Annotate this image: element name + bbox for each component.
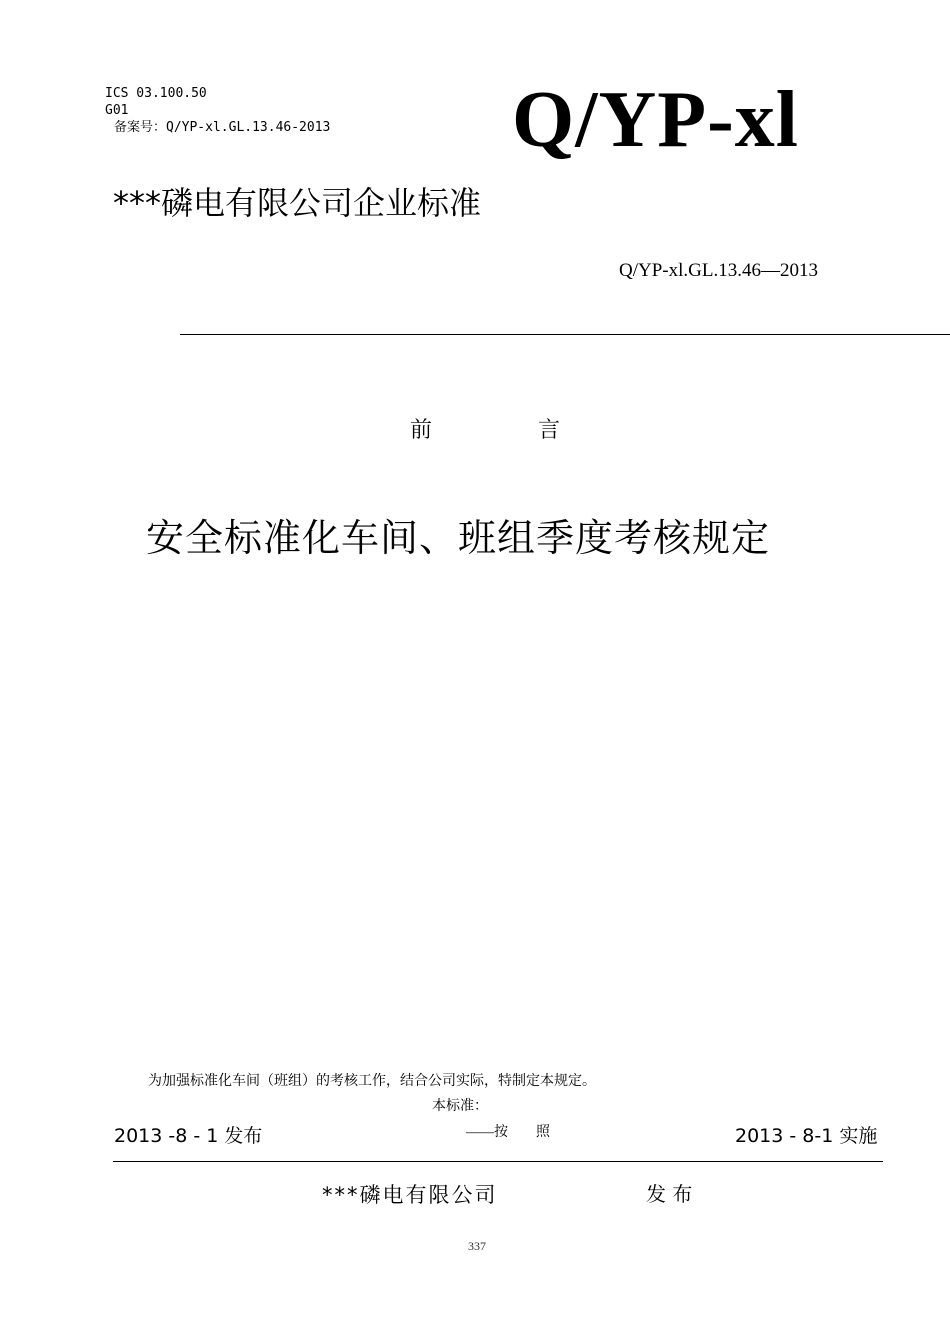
- ics-code: ICS 03.100.50: [105, 86, 207, 101]
- document-title: 安全标准化车间、班组季度考核规定: [146, 516, 771, 560]
- page-number: 337: [468, 1239, 486, 1253]
- implement-date: 2013 - 8-1 实施: [735, 1125, 878, 1147]
- standard-logo: Q/YP-xl: [512, 76, 799, 164]
- group-code: G01: [105, 103, 129, 118]
- publish-date: 2013 -8 - 1 发布: [114, 1125, 263, 1147]
- publish-label: 发 布: [646, 1182, 693, 1206]
- standard-label: 本标准：: [432, 1099, 488, 1114]
- publisher-name: ***磷电有限公司: [322, 1183, 498, 1207]
- foreword-heading-char-1: 前: [410, 418, 433, 443]
- according-to-text: ——按 照: [466, 1125, 550, 1140]
- company-standard-heading: ***磷电有限公司企业标准: [113, 184, 482, 222]
- top-divider: [180, 334, 950, 335]
- filing-number: 备案号：Q/YP-xl.GL.13.46-2013: [114, 120, 331, 135]
- bottom-divider: [113, 1161, 883, 1162]
- body-paragraph: 为加强标准化车间（班组）的考核工作，结合公司实际，特制定本规定。: [148, 1074, 596, 1089]
- standard-number: Q/YP-xl.GL.13.46—2013: [619, 260, 818, 281]
- foreword-heading-char-2: 言: [538, 418, 561, 443]
